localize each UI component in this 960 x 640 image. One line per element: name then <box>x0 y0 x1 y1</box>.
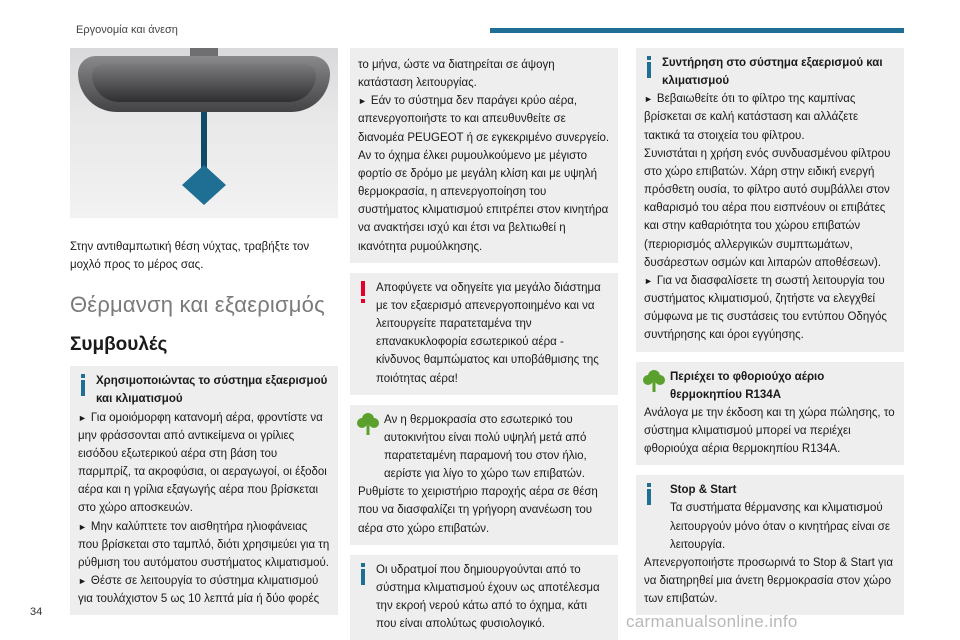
eco-tree-icon <box>642 368 666 392</box>
no-cold-air-bullet: ► Εάν το σύστημα δεν παράγει κρύο αέρα, απενεργοποιήστε το και απευθυνθείτε σε διανομέα PEUGEOT ή σε εγκεκριμένο συνεργείο. <box>358 95 610 144</box>
refrigerant-box <box>636 362 904 466</box>
info-icon <box>644 483 654 505</box>
eco-text-2: Ρυθμίστε το χειριστήριο παροχής αέρα σε θέση που να διασφαλίζει τη γρήγορη ανανέωση του αέρα στο χώρο επιβατών. <box>358 486 598 535</box>
warning-icon <box>358 281 368 303</box>
maintenance-title: Συντήρηση στο σύστημα εξαερισμού και κλιματισμού <box>662 57 883 88</box>
tips-bullet-2: ► Μην καλύπτετε τον αισθητήρα ηλιοφάνειας που βρίσκεται στο ταμπλό, διότι χρησιμεύει για τη ρύθμιση του αυτόματου συστήματος κλιματισμού. <box>78 520 330 569</box>
service-bullet: ► Για να διασφαλίσετε τη σωστή λειτουργία του συστήματος κλιματισμού, ζητήστε να ελεγχθεί σύμφωνα με τις συστάσεις του εντύπου Οδηγός συντήρησης και όροι εγγύησης. <box>644 274 887 342</box>
tips-box <box>70 366 338 615</box>
column-3 <box>636 48 904 615</box>
rearview-mirror-illustration <box>70 48 338 218</box>
column-1 <box>70 48 338 615</box>
continuation-text: το μήνα, ώστε να διατηρείται σε άψογη κατάσταση λειτουργίας. <box>358 59 555 90</box>
info-icon <box>358 563 368 585</box>
watermark: carmanualsonline.info <box>626 612 798 631</box>
combined-filter-text: Συνιστάται η χρήση ενός συνδυασμένου φίλτρου στο χώρο επιβατών. Χάρη στην ειδική ενεργή πρόσθετη ουσία, το φίλτρο αυτό συμβάλλει στον καθαρισμό του αέρα που εισπνέουν οι επιβάτες και στην καθαριότητα του χώρου επιβατών (περιορισμός αλλεργικών συμπτωμάτων, δυσάρεστων οσμών και λιπαρών αποθέσεων). <box>644 147 891 269</box>
eco-text-1: Αν η θερμοκρασία στο εσωτερικό του αυτοκινήτου είναι πολύ υψηλή μετά από παρατεταμένη παραμονή του στον ήλιο, αερίστε για λίγο το χώρο των επιβατών. <box>384 413 587 481</box>
pull-down-arrow-icon <box>180 163 228 207</box>
info-icon <box>78 374 88 396</box>
eco-tree-icon <box>356 411 380 435</box>
page-number: 34 <box>30 606 43 618</box>
column-2 <box>350 48 618 640</box>
night-position-text: Στην αντιθαμπωτική θέση νύχτας, τραβήξτε τον μοχλό προς το μέρος σας. <box>70 241 310 272</box>
tips-box-continued <box>350 48 618 263</box>
tips-bullet-1: ► Για ομοιόμορφη κατανομή αέρα, φροντίστε να μην φράσσονται από αντικείμενα οι γρίλιες εισόδου εξωτερικού αέρα στη βάση του παρμπρίζ, τα ακροφύσια, οι αεραγωγοί, οι έξοδοι αέρα και η γρίλια εξαγωγής αέρα που βρίσκεται στο χώρο αποσκευών. <box>78 411 327 515</box>
condensation-text: Οι υδρατμοί που δημιουργούνται από το σύστημα κλιματισμού έχουν ως αποτέλεσμα την εκροή νερού κάτω από το όχημα, κάτι που είναι απολύτως φυσιολογικό. <box>376 563 600 631</box>
stop-start-text-2: Απενεργοποιήστε προσωρινά το Stop & Start για να διατηρηθεί μια άνετη θερμοκρασία στον χώρο των επιβατών. <box>644 556 893 606</box>
condensation-box <box>350 555 618 640</box>
section-header: Εργονομία και άνεση <box>76 24 178 36</box>
sub-title: Συμβουλές <box>70 334 168 356</box>
tips-bullet-3: ► Θέστε σε λειτουργία το σύστημα κλιματισμού για τουλάχιστον 5 ως 10 λεπτά μία ή δύο φορές <box>78 575 320 606</box>
maintenance-box <box>636 48 904 352</box>
warning-box <box>350 273 618 395</box>
filter-bullet: ► Βεβαιωθείτε ότι το φίλτρο της καμπίνας βρίσκεται σε καλή κατάσταση και αλλάζετε τακτικά τα στοιχεία του φίλτρου. <box>644 93 859 142</box>
stop-start-box <box>636 475 904 615</box>
towing-text: Αν το όχημα έλκει ρυμουλκούμενο με μέγιστο φορτίο σε δρόμο με μεγάλη κλίση και με υψηλή θερμοκρασία, η απενεργοποίηση του συστήματος κλιματισμού επιτρέπει στον κινητήρα να ανακτήσει ισχύ και έτσι να βελτιωθεί η ικανότητα ρυμούλκησης. <box>358 149 609 253</box>
stop-start-text-1: Τα συστήματα θέρμανσης και κλιματισμού λειτουργούν μόνο όταν ο κινητήρας είναι σε λειτουργία. <box>670 502 890 551</box>
eco-box <box>350 405 618 545</box>
section-title: Θέρμανση και εξαερισμός <box>70 292 325 318</box>
warning-text: Αποφύγετε να οδηγείτε για μεγάλο διάστημα με τον εξαερισμό απενεργοποιημένο και να λειτουργείτε παρατεταμένα την επανακυκλοφορία εσωτερικού αέρα - κίνδυνος θαμπώματος και υποβάθμισης της ποιότητας αέρα! <box>376 281 601 385</box>
tips-box-title: Χρησιμοποιώντας το σύστημα εξαερισμού και κλιματισμού <box>96 375 328 406</box>
stop-start-title: Stop & Start <box>670 484 737 497</box>
mirror-glass <box>92 64 316 102</box>
info-icon <box>644 56 654 78</box>
refrigerant-text: Ανάλογα με την έκδοση και τη χώρα πώλησης, το σύστημα κλιματισμού μπορεί να περιέχει φθοριούχα αέρια θερμοκηπίου R134A. <box>644 406 895 456</box>
refrigerant-title: Περιέχει το φθοριούχο αέριο θερμοκηπίου R134A <box>670 370 825 401</box>
header-accent-bar <box>490 28 904 33</box>
